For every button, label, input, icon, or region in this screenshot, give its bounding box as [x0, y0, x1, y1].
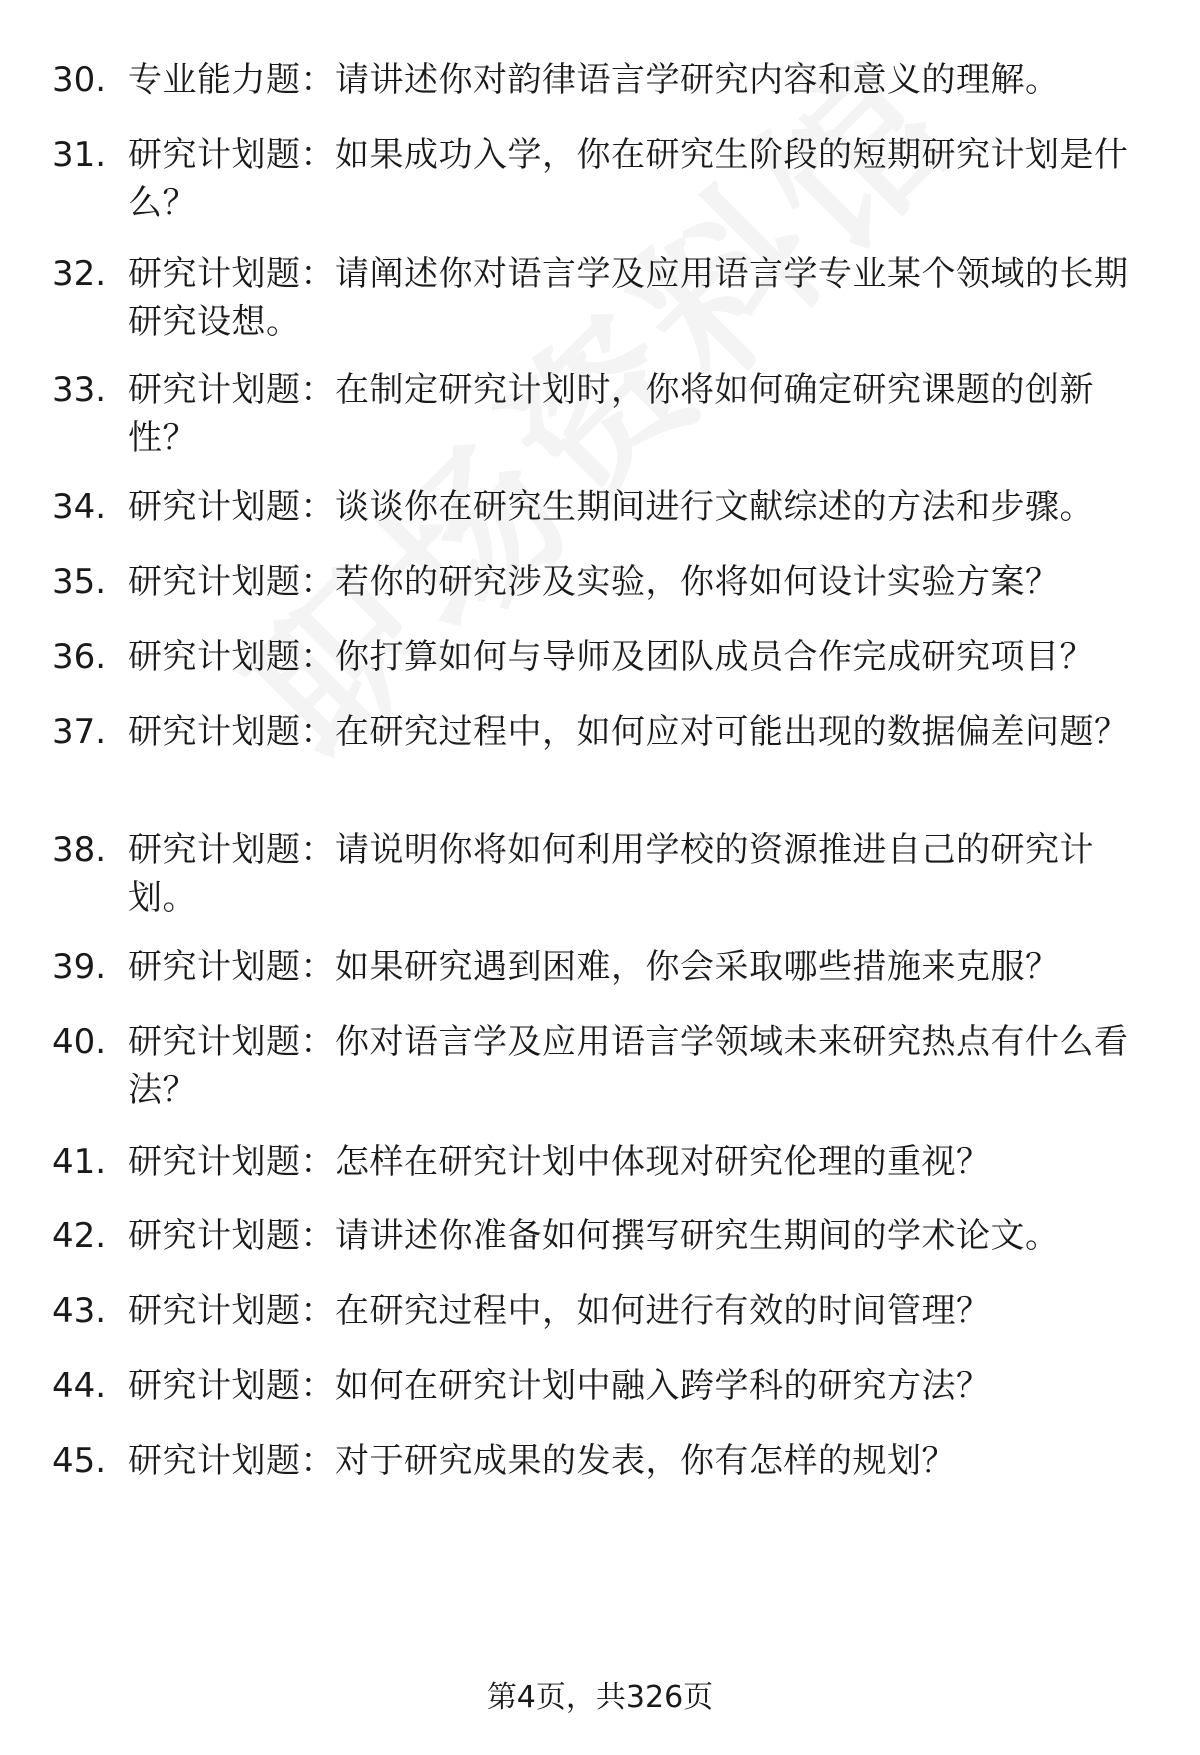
question-text: 研究计划题：请讲述你准备如何撰写研究生期间的学术论文。: [128, 1216, 1060, 1256]
question-number: 30.: [52, 60, 107, 100]
question-text: 研究计划题：在研究过程中，如何应对可能出现的数据偏差问题？: [128, 712, 1129, 752]
question-text: 研究计划题：如何在研究计划中融入跨学科的研究方法？: [128, 1366, 991, 1406]
question-number: 32.: [52, 254, 107, 294]
question-number: 41.: [52, 1142, 107, 1182]
question-number: 34.: [52, 487, 107, 527]
question-text: 研究计划题：如果成功入学，你在研究生阶段的短期研究计划是什么？: [128, 135, 1129, 223]
question-text: 研究计划题：在研究过程中，如何进行有效的时间管理？: [128, 1291, 991, 1331]
question-number: 36.: [52, 637, 107, 677]
question-text: 研究计划题：请说明你将如何利用学校的资源推进自己的研究计划。: [128, 830, 1094, 918]
question-number: 43.: [52, 1291, 107, 1331]
question-text: 研究计划题：你对语言学及应用语言学领域未来研究热点有什么看法？: [128, 1022, 1129, 1110]
question-text: 研究计划题：怎样在研究计划中体现对研究伦理的重视？: [128, 1142, 991, 1182]
question-number: 40.: [52, 1022, 107, 1062]
question-number: 39.: [52, 947, 107, 987]
question-number: 44.: [52, 1366, 107, 1406]
question-text: 研究计划题：若你的研究涉及实验，你将如何设计实验方案？: [128, 562, 1060, 602]
page-number-label: 第4页，共326页: [486, 1680, 714, 1715]
question-number: 31.: [52, 135, 107, 175]
question-text: 研究计划题：在制定研究计划时，你将如何确定研究课题的创新性？: [128, 370, 1094, 458]
question-text: 研究计划题：如果研究遇到困难，你会采取哪些措施来克服？: [128, 947, 1060, 987]
question-number: 37.: [52, 712, 107, 752]
question-text: 研究计划题：对于研究成果的发表，你有怎样的规划？: [128, 1441, 956, 1481]
question-text: 研究计划题：你打算如何与导师及团队成员合作完成研究项目？: [128, 637, 1094, 677]
question-number: 45.: [52, 1441, 107, 1481]
question-number: 35.: [52, 562, 107, 602]
question-number: 33.: [52, 370, 107, 410]
question-text: 专业能力题：请讲述你对韵律语言学研究内容和意义的理解。: [128, 60, 1060, 100]
question-text: 研究计划题：谈谈你在研究生期间进行文献综述的方法和步骤。: [128, 487, 1094, 527]
question-number: 42.: [52, 1216, 107, 1256]
page-footer: [0, 1676, 1200, 1720]
question-text: 研究计划题：请阐述你对语言学及应用语言学专业某个领域的长期研究设想。: [128, 254, 1129, 342]
question-number: 38.: [52, 830, 107, 870]
